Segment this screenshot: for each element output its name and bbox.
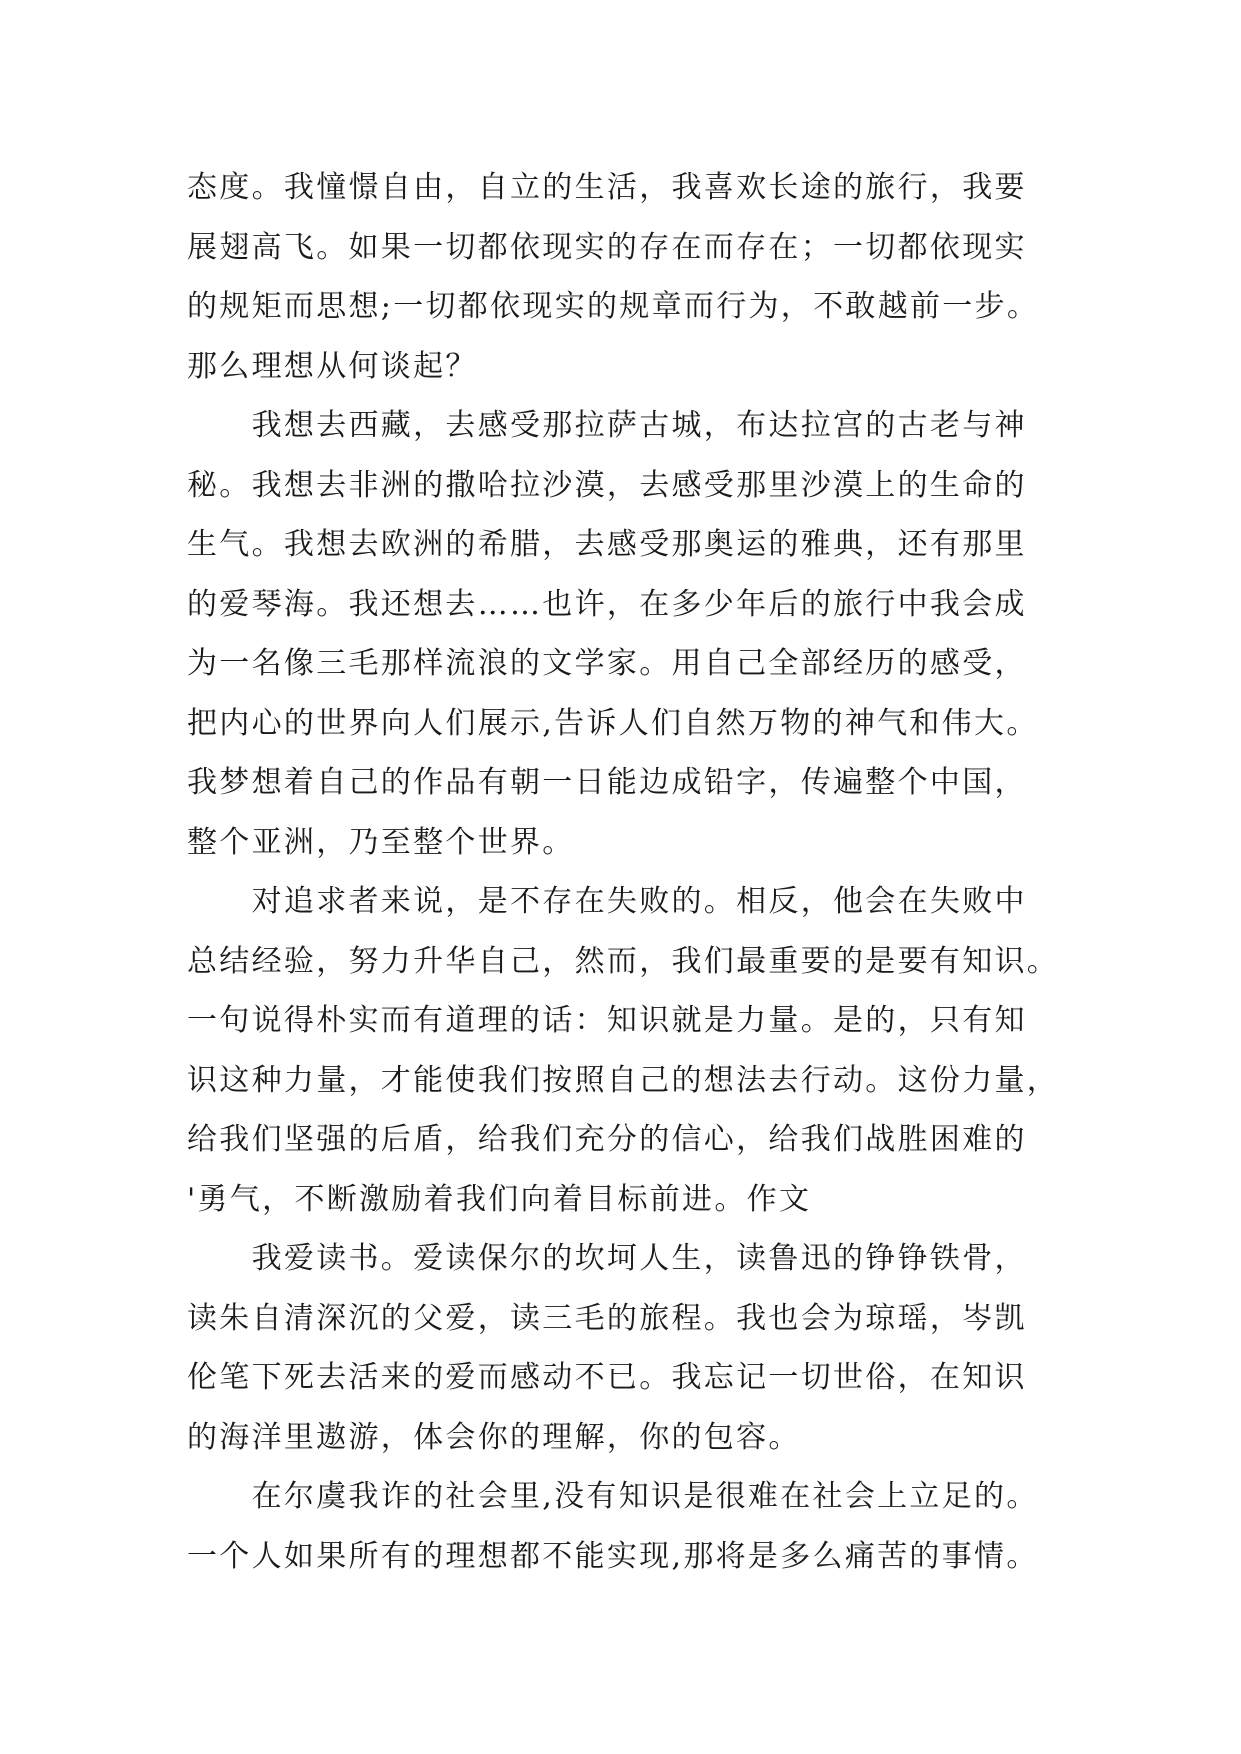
text-line: 生气。我想去欧洲的希腊，去感受那奥运的雅典，还有那里 xyxy=(187,527,1027,562)
text-line: 的海洋里遨游，体会你的理解，你的包容。 xyxy=(187,1419,801,1455)
body-text xyxy=(187,158,1067,1586)
text-line: 总结经验，努力升华自己，然而，我们最重要的是要有知识。 xyxy=(187,943,1060,979)
text-line: 的规矩而思想;一切都依现实的规章而行为，不敢越前一步。 xyxy=(187,289,1040,324)
text-line: 整个亚洲，乃至整个世界。 xyxy=(187,824,575,860)
text-line: 识这种力量，才能使我们按照自己的想法去行动。这份力量， xyxy=(187,1062,1060,1098)
text-line: 为一名像三毛那样流浪的文学家。用自己全部经历的感受， xyxy=(187,646,1027,681)
text-line: 伦笔下死去活来的爱而感动不已。我忘记一切世俗，在知识 xyxy=(187,1360,1027,1395)
text-line: 一个人如果所有的理想都不能实现,那将是多么痛苦的事情。 xyxy=(187,1538,1039,1574)
text-line: 我爱读书。爱读保尔的坎坷人生，读鲁迅的铮铮铁骨， xyxy=(187,1241,1027,1276)
text-line: 我想去西藏，去感受那拉萨古城，布达拉宫的古老与神 xyxy=(187,408,1027,443)
text-line: 态度。我憧憬自由，自立的生活，我喜欢长途的旅行，我要 xyxy=(187,170,1027,205)
text-line: 在尔虞我诈的社会里,没有知识是很难在社会上立足的。 xyxy=(187,1479,1039,1514)
text-line: 那么理想从何谈起？ xyxy=(187,348,478,384)
text-line: 一句说得朴实而有道理的话：知识就是力量。是的，只有知 xyxy=(187,1003,1027,1038)
text-line: 对追求者来说，是不存在失败的。相反，他会在失败中 xyxy=(187,884,1027,919)
text-line: 展翅高飞。如果一切都依现实的存在而存在；一切都依现实 xyxy=(187,229,1027,265)
text-line: 秘。我想去非洲的撒哈拉沙漠，去感受那里沙漠上的生命的 xyxy=(187,467,1027,503)
text-line: 给我们坚强的后盾，给我们充分的信心，给我们战胜困难的 xyxy=(187,1122,1027,1157)
text-line: 读朱自清深沉的父爱，读三毛的旅程。我也会为琼瑶，岑凯 xyxy=(187,1300,1027,1336)
text-line: 我梦想着自己的作品有朝一日能边成铅字，传遍整个中国， xyxy=(187,765,1027,800)
text-line: '勇气，不断激励着我们向着目标前进。作文 xyxy=(187,1181,812,1217)
text-line: 的爱琴海。我还想去……也许，在多少年后的旅行中我会成 xyxy=(187,586,1027,622)
text-line: 把内心的世界向人们展示,告诉人们自然万物的神气和伟大。 xyxy=(187,705,1039,741)
